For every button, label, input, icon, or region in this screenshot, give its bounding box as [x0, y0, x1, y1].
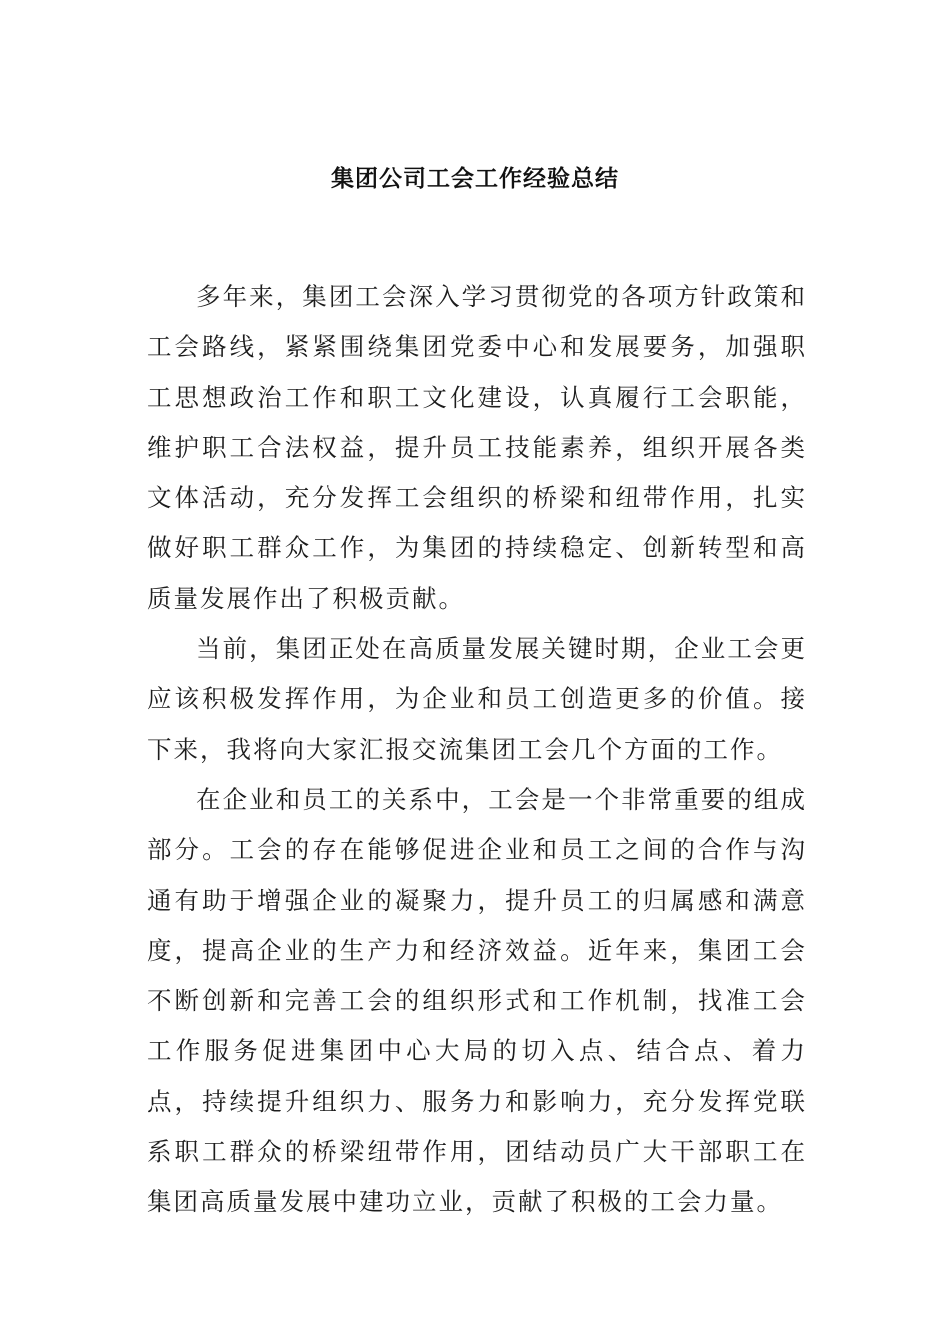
document-title: 集团公司工会工作经验总结 — [331, 166, 619, 192]
paragraph-current-period: 当前，集团正处在高质量发展关键时期，企业工会更应该积极发挥作用，为企业和员工创造更多的价值。接下来，我将向大家汇报交流集团工会几个方面的工作。 — [147, 634, 807, 764]
document-body — [147, 272, 807, 1228]
paragraph-intro: 多年来，集团工会深入学习贯彻党的各项方针政策和工会路线，紧紧围绕集团党委中心和发展要务，加强职工思想政治工作和职工文化建设，认真履行工会职能，维护职工合法权益，提升员工技能素养，组织开展各类文体活动，充分发挥工会组织的桥梁和纽带作用，扎实做好职工群众工作，为集团的持续稳定、创新转型和高质量发展作出了积极贡献。 — [147, 282, 807, 613]
paragraph-union-role: 在企业和员工的关系中，工会是一个非常重要的组成部分。工会的存在能够促进企业和员工之间的合作与沟通有助于增强企业的凝聚力，提升员工的归属感和满意度，提高企业的生产力和经济效益。近年来，集团工会不断创新和完善工会的组织形式和工作机制，找准工会工作服务促进集团中心大局的切入点、结合点、着力点，持续提升组织力、服务力和影响力，充分发挥党联系职工群众的桥梁纽带作用，团结动员广大干部职工在集团高质量发展中建功立业，贡献了积极的工会力量。 — [147, 784, 807, 1217]
